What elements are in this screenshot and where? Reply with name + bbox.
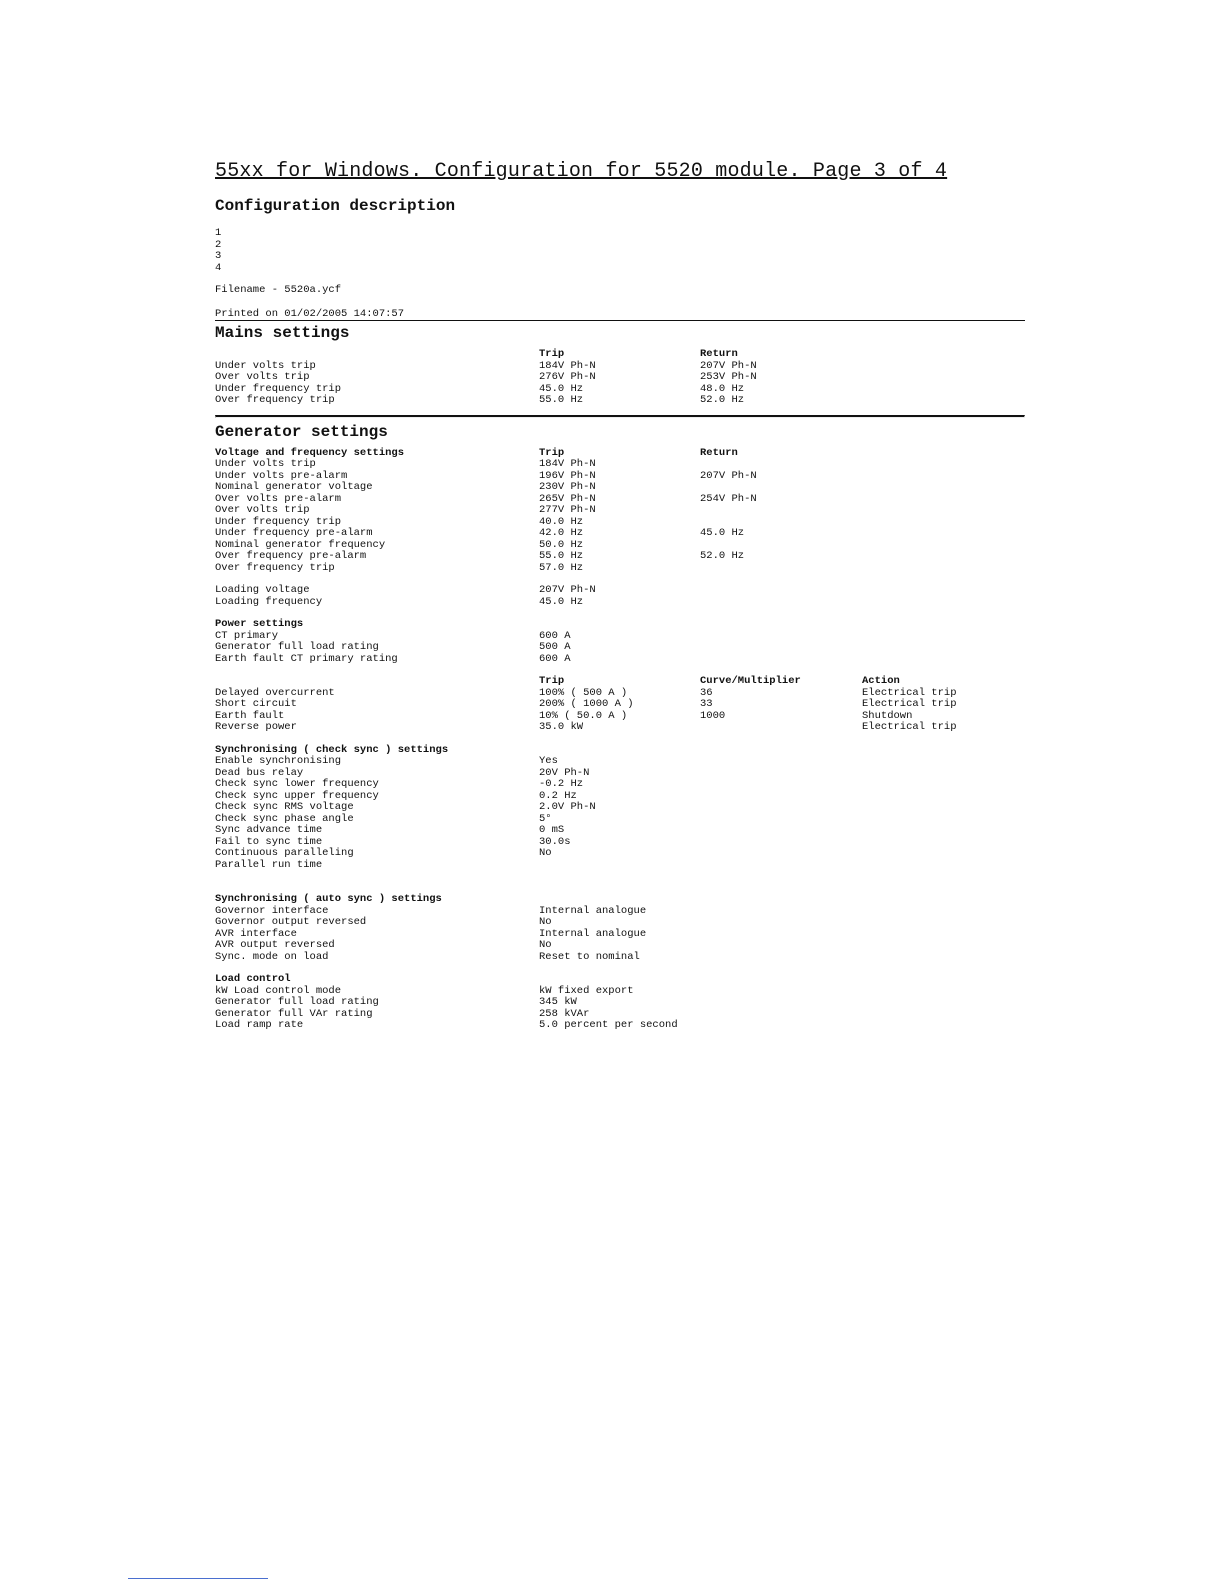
table-row: AVR interface Internal analogue [215,927,647,940]
config-line: 2 [215,238,222,251]
table-row: Generator full load rating 500 A [215,641,571,653]
mains-col-trip: Trip [539,348,565,360]
prot-col-curve: Curve/Multiplier [700,675,801,687]
config-line: 3 [215,250,222,262]
table-row: Check sync upper frequency 0.2 Hz [215,789,577,802]
table-row: Continuous paralleling No [215,847,552,859]
table-row: Over frequency trip 57.0 Hz [215,561,584,574]
table-row: CT primary 600 A [215,629,571,642]
vf-rows [215,459,1025,574]
prot-col-trip: Trip [539,675,565,687]
table-row: Over volts trip 276V Ph-N 253V Ph-N [215,371,757,383]
table-row: Over frequency pre-alarm 55.0 Hz 52.0 Hz [215,550,745,562]
table-row: Fail to sync time 30.0s [215,835,571,848]
table-row: Loading voltage 207V Ph-N [215,584,596,596]
check-sync-rows [215,756,1025,871]
protection-header-row [215,676,1025,688]
vf-heading: Voltage and frequency settings [215,446,405,459]
auto-sync-rows [215,906,1025,964]
vf-col-return: Return [700,446,738,459]
table-row: Load ramp rate 5.0 percent per second [215,1019,678,1031]
table-row: Governor interface Internal analogue [215,904,647,917]
table-row: Under volts trip 184V Ph-N 207V Ph-N [215,359,757,372]
table-row: Sync advance time 0 mS [215,824,565,836]
printed-date: Printed on 01/02/2005 14:07:57 [215,309,1025,322]
table-row: AVR output reversed No [215,939,552,951]
table-row: Parallel run time [215,858,323,871]
table-row: Over volts pre-alarm 265V Ph-N 254V Ph-N [215,492,757,505]
table-row: Check sync lower frequency -0.2 Hz [215,778,584,790]
table-row: Earth fault CT primary rating 600 A [215,652,571,665]
table-row: Under frequency trip 45.0 Hz 48.0 Hz [215,382,745,395]
table-row: Short circuit 200% ( 1000 A ) 33 Electrical trip [215,698,957,710]
power-rows [215,631,1025,666]
table-row: Under volts trip 184V Ph-N [215,458,596,470]
config-line: 4 [215,261,222,274]
mains-settings-heading: Mains settings [215,324,350,342]
generator-settings-heading: Generator settings [215,422,388,441]
table-row: Governor output reversed No [215,916,552,928]
table-row: Check sync phase angle 5° [215,812,552,825]
mains-header-row [215,349,1025,361]
table-row: Loading frequency 45.0 Hz [215,595,584,608]
load-control-heading: Load control [215,973,291,985]
table-row: kW Load control mode kW fixed export [215,984,634,997]
config-description-heading: Configuration description [215,197,456,215]
page-title: 55xx for Windows. Configuration for 5520 module. Page 3 of 4 [215,160,948,183]
load-control-rows [215,986,1025,1032]
config-line: 1 [215,227,222,239]
table-row: Over frequency trip 55.0 Hz 52.0 Hz [215,394,745,406]
vf-col-trip: Trip [539,446,565,459]
table-row: Sync. mode on load Reset to nominal [215,950,640,963]
table-row: Nominal generator voltage 230V Ph-N [215,481,596,493]
power-settings-heading: Power settings [215,618,304,630]
table-row: Nominal generator frequency 50.0 Hz [215,538,584,551]
prot-col-action: Action [862,675,900,687]
table-row: Generator full load rating 345 kW [215,996,577,1008]
table-row: Earth fault 10% ( 50.0 A ) 1000 Shutdown [215,709,913,722]
check-sync-heading: Synchronising ( check sync ) settings [215,743,449,756]
auto-sync-heading: Synchronising ( auto sync ) settings [215,893,442,905]
table-row: Delayed overcurrent 100% ( 500 A ) 36 Electrical trip [215,686,957,699]
table-row: Under volts pre-alarm 196V Ph-N 207V Ph-N [215,469,757,482]
mains-col-return: Return [700,348,738,360]
table-row: Enable synchronising Yes [215,755,558,767]
table-row: Reverse power 35.0 kW Electrical trip [215,721,957,733]
document-page [215,160,1025,1032]
table-row: Under frequency trip 40.0 Hz [215,515,584,528]
table-row: Under frequency pre-alarm 42.0 Hz 45.0 Hz [215,527,745,539]
loading-rows [215,585,1025,608]
table-row: Dead bus relay 20V Ph-N [215,766,590,779]
table-row: Over volts trip 277V Ph-N [215,504,596,516]
table-row: Check sync RMS voltage 2.0V Ph-N [215,801,596,813]
config-description-lines [215,228,1025,274]
protection-rows [215,688,1025,734]
mains-rows [215,361,1025,407]
table-row: Generator full VAr rating 258 kVAr [215,1007,590,1020]
footer-link-line [128,1578,268,1579]
vf-header-row [215,448,1025,460]
filename: Filename - 5520a.ycf [215,284,342,296]
